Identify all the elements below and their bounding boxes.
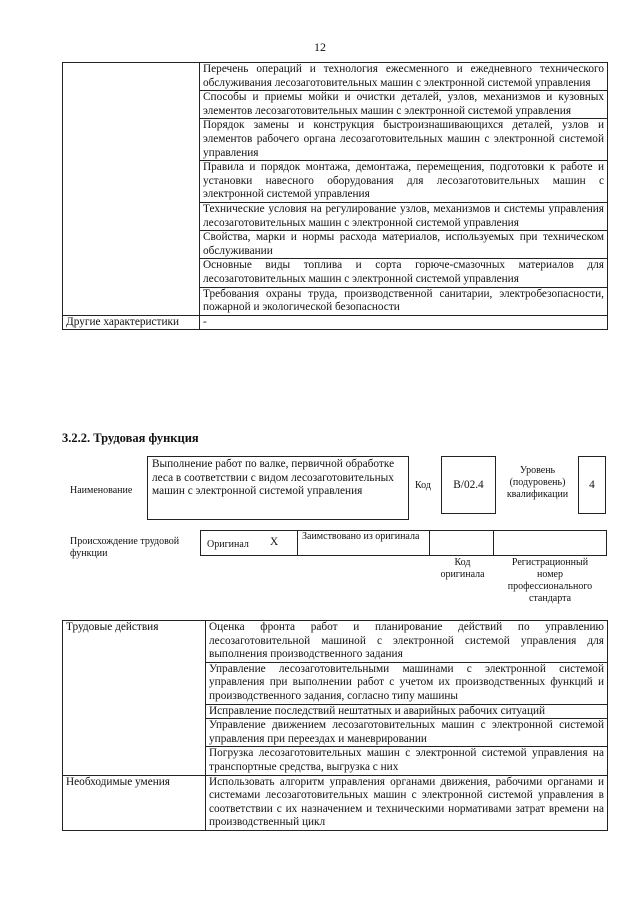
knowledge-item: Основные виды топлива и сорта горюче-смазочных материалов для лесозаготовительных машин с электронной системой управления — [200, 259, 608, 287]
level-label: Уровень (подуровень) квалификации — [506, 465, 569, 500]
section-title: 3.2.2. Трудовая функция — [62, 431, 199, 445]
knowledge-item: Порядок замены и конструкция быстроизнашивающихся деталей, узлов и элементов рабочего органа лесозаготовительных машин с электронной системой управления — [200, 119, 608, 161]
skill-item: Использовать алгоритм управления органами движения, рабочими органами и системами лесозаготовительных машин с электронной системой управления в соответствии с их назначением и техническими нормативами затрат времени на производственный цикл — [206, 775, 608, 830]
code-value: B/02.4 — [453, 479, 484, 491]
function-name-value: Выполнение работ по валке, первичной обработке леса в соответствии с видом лесозаготовительных машин с электронной системой управления — [152, 458, 395, 498]
actions-table — [62, 620, 608, 831]
code-original-caption: Код оригинала — [440, 557, 485, 580]
action-item: Исправление последствий нештатных и аварийных рабочих ситуаций — [206, 704, 608, 719]
borrowed-label: Заимствовано из оригинала — [302, 531, 420, 542]
level-value: 4 — [589, 479, 595, 491]
knowledge-item: Технические условия на регулирование узлов, механизмов и системы управления лесозаготовительных машин с электронной системой управления — [200, 202, 608, 230]
knowledge-table — [62, 62, 608, 330]
knowledge-item: Перечень операций и технология ежесменного и ежедневного технического обслуживания лесозаготовительных машин с электронной системой управления — [200, 63, 608, 91]
function-name-box — [147, 456, 409, 520]
code-box — [441, 456, 496, 514]
knowledge-item: Требования охраны труда, производственной санитарии, электробезопасности, пожарной и экологической безопасности — [200, 287, 608, 315]
knowledge-item: Свойства, марки и нормы расхода материалов, используемых при техническом обслуживании — [200, 231, 608, 259]
knowledge-item: Способы и приемы мойки и очистки деталей, узлов, механизмов и кузовных элементов лесозаготовительных машин с электронной системой управления — [200, 91, 608, 119]
other-characteristics-label: Другие характеристики — [63, 315, 200, 330]
original-label: Оригинал — [207, 539, 249, 550]
action-item: Управление движением лесозаготовительных машин с электронной системой управления при переездах и маневрировании — [206, 719, 608, 747]
other-characteristics-value: - — [200, 315, 608, 330]
origin-label: Происхождение трудовой функции — [70, 536, 180, 559]
action-item: Управление лесозаготовительными машинами с электронной системой управления при выполнении работ с учетом их производственных функций и производственного задания, согласно типу машины — [206, 662, 608, 704]
action-item: Оценка фронта работ и планирование действий по управлению лесозаготовительной машиной с электронной системой управления для выполнения производственного задания — [206, 621, 608, 663]
knowledge-label-cell — [63, 63, 200, 316]
skills-label: Необходимые умения — [63, 775, 206, 830]
action-item: Погрузка лесозаготовительных машин с электронной системой управления на транспортные средства, выгрузка с них — [206, 747, 608, 775]
actions-label: Трудовые действия — [63, 621, 206, 776]
name-label: Наименование — [70, 485, 133, 496]
code-label: Код — [415, 480, 431, 491]
registration-caption: Регистрационный номер профессионального стандарта — [507, 557, 593, 604]
level-box — [578, 456, 606, 514]
original-mark: X — [270, 536, 279, 548]
knowledge-item: Правила и порядок монтажа, демонтажа, перемещения, подготовки к работе и установки навесного оборудования для лесозаготовительных машин с электронной системой управления — [200, 161, 608, 203]
page-number: 12 — [314, 40, 326, 54]
